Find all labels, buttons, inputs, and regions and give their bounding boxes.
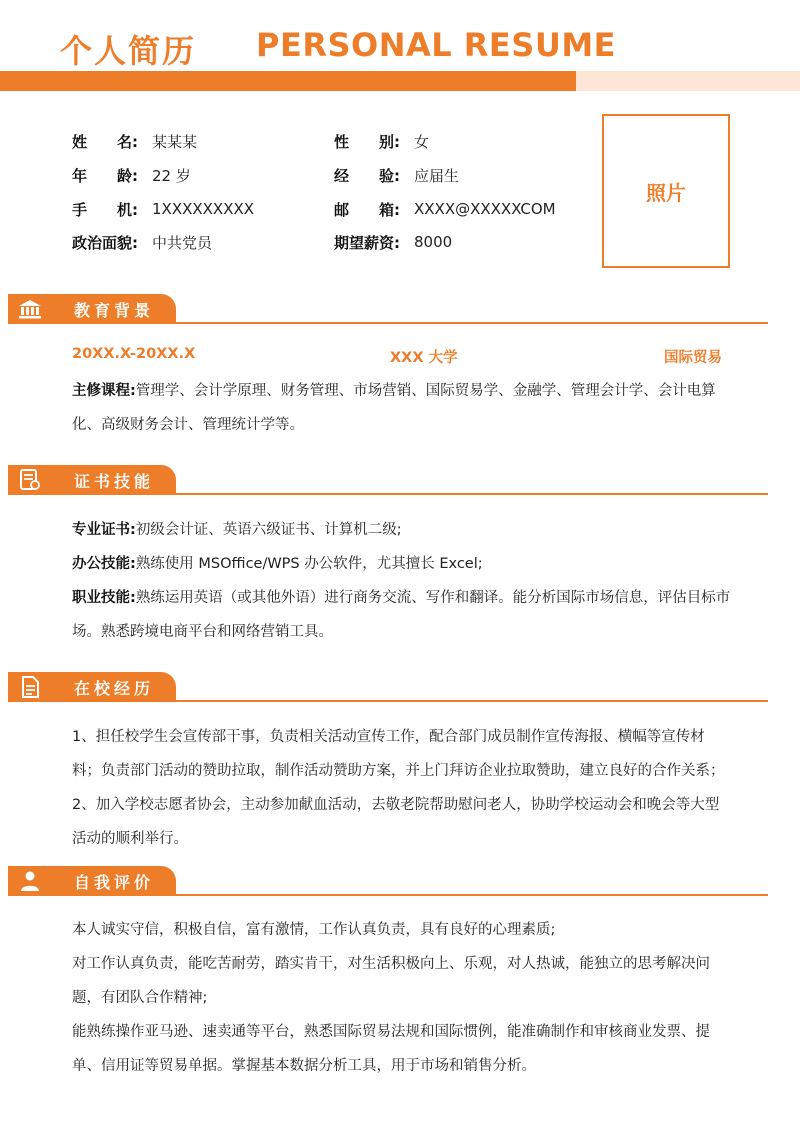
info-salary [334,231,452,253]
gender-label: 性 别: [334,132,400,151]
politics-label: 政治面貌: [72,233,138,252]
section-header-education [8,294,768,328]
courses-text: 管理学、会计学原理、财务管理、市场营销、国际贸易学、金融学、管理会计学、会计电算化、高级财务会计、管理统计学等。 [72,383,716,433]
section-title: 在校经历 [74,679,155,698]
experience-value: 应届生 [414,166,460,185]
self-line-2: 对工作认真负责，能吃苦耐劳，踏实肯干，对生活积极向上、乐观，对人热诚，能独立的思考解决问题，有团队合作精神; [72,956,710,1006]
education-school: XXX 大学 [390,350,458,366]
header-bar [0,71,576,91]
section-title: 自我评价 [74,873,155,892]
education-row [72,346,722,368]
skills-career [72,581,732,649]
section-header-skills [8,465,768,499]
cert-text: 初级会计证、英语六级证书、计算机二级; [135,522,402,538]
phone-value: 1XXXXXXXXX [152,200,255,218]
photo-placeholder [602,114,730,268]
header-bar-light [576,71,800,91]
name-value: 某某某 [152,132,198,151]
salary-label: 期望薪资: [334,233,400,252]
skills-certificates [72,513,732,547]
title-english: PERSONAL RESUME [256,26,617,64]
info-gender [334,130,429,152]
section-title: 教育背景 [74,301,155,320]
info-age [72,164,191,186]
age-value: 22 岁 [152,166,191,185]
politics-value: 中共党员 [152,233,213,252]
info-email [334,198,556,220]
office-text: 熟练使用 MSOffice/WPS 办公软件，尤其擅长 Excel; [135,556,483,572]
experience-label: 经 验: [334,166,400,185]
bank-icon [14,296,46,322]
email-label: 邮 箱: [334,200,400,219]
section-header-campus [8,672,768,706]
email-value: XXXX@XXXXXCOM [414,200,556,218]
education-major: 国际贸易 [664,350,722,366]
campus-item-2: 2、加入学校志愿者协会，主动参加献血活动，去敬老院帮助慰问老人，协助学校运动会和晚会等大型活动的顺利举行。 [72,797,720,847]
courses-label: 主修课程: [72,383,136,399]
gender-value: 女 [414,132,430,151]
campus-item-1: 1、担任校学生会宣传部干事，负责相关活动宣传工作，配合部门成员制作宣传海报、横幅等宣传材料；负责部门活动的赞助拉取，制作活动赞助方案，并上门拜访企业拉取赞助，建立良好的合作关系； [72,729,725,779]
career-text: 熟练运用英语（或其他外语）进行商务交流、写作和翻译。能分析国际市场信息，评估目标市场。熟悉跨境电商平台和网络营销工具。 [72,590,731,640]
salary-value: 8000 [414,233,453,251]
title-chinese: 个人简历 [60,32,197,70]
section-header-self [8,866,768,900]
phone-label: 手 机: [72,200,138,219]
self-line-1: 本人诚实守信，积极自信，富有激情，工作认真负责，具有良好的心理素质; [72,922,556,938]
skills-office [72,547,732,581]
cert-label: 专业证书: [72,522,136,538]
age-label: 年 龄: [72,166,138,185]
person-icon [14,868,46,894]
info-politics [72,231,212,253]
certificate-icon [14,467,46,493]
office-label: 办公技能: [72,556,136,572]
education-courses [72,374,732,442]
section-title: 证书技能 [74,472,155,491]
self-line-3: 能熟练操作亚马逊、速卖通等平台，熟悉国际贸易法规和国际惯例，能准确制作和审核商业发票、提单、信用证等贸易单据。掌握基本数据分析工具，用于市场和销售分析。 [72,1024,710,1074]
career-label: 职业技能: [72,590,136,606]
info-name [72,130,197,152]
document-icon [14,674,46,700]
info-experience [334,164,459,186]
photo-label: 照片 [646,180,686,205]
info-phone [72,198,254,220]
name-label: 姓 名: [72,132,138,151]
education-period: 20XX.X-20XX.X [72,346,196,362]
